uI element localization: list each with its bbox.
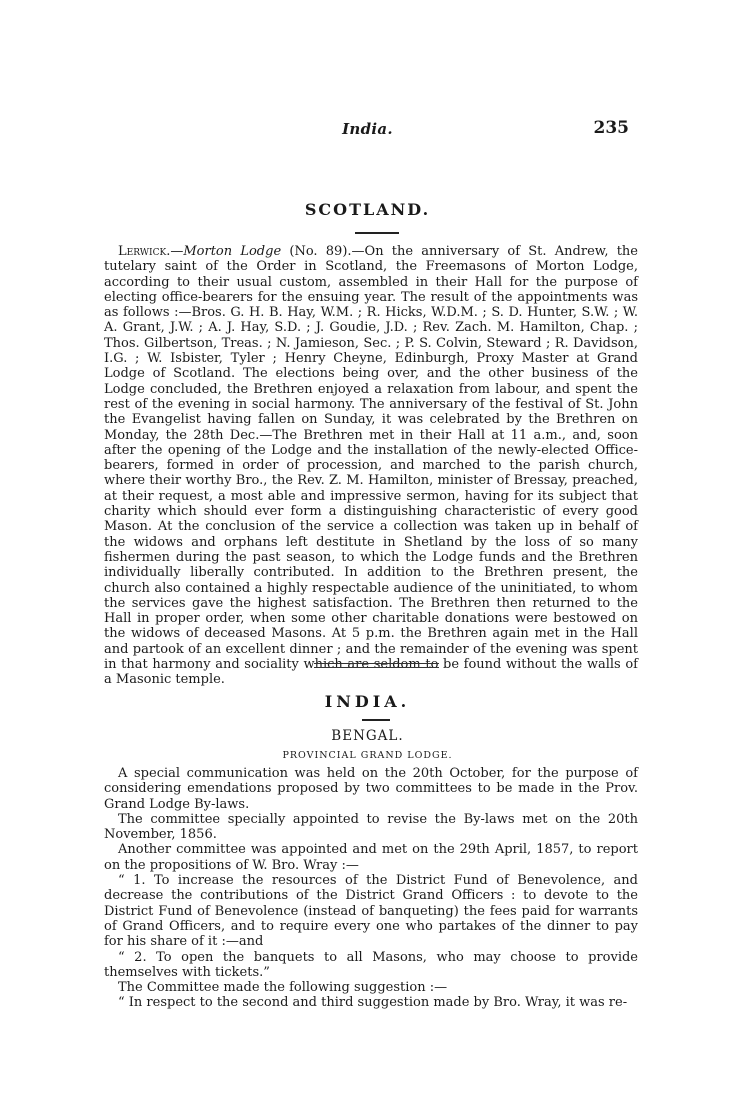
india-paragraph: The Committee made the following suggestion :— [118,980,448,996]
india-quote-paragraph: “ 2. To open the banquets to all Masons, who may choose to provide themselves with tickets.” [104,949,638,980]
section-heading-scotland: SCOTLAND. [304,200,431,219]
india-paragraph: The committee specially appointed to revise the By-laws met on the 20th November, 1856. [104,811,638,843]
india-paragraph: A special communication was held on the 20th October, for the purpose of considering emendations proposed by two committees to be made in the Prov. Grand Lodge By-laws. [104,766,638,812]
scotland-body: (No. 89).—On the anniversary of St. Andrew, the tutelary saint of the Order in Scotland, the Freemasons of Morton Lodge, according to their usual custom, assembled in their Hall for the purpose of electing office-bearers for the ensuing year. The result of the appointments was as follows :—Bros. G. H. B. Hay, W.M. ; R. Hicks, W.D.M. ; S. D. Hunter, S.W. ; W. A. Grant, J.W. ; A. J. Hay, S.D. ; J. Goudie, J.D. ; Rev. Zach. M. Hamilton, Chap. ; Thos. Gilbertson, Treas. ; N. Jamieson, Sec. ; P. S. Colvin, Steward ; R. Davidson, I.G. ; W. Isbister, Tyler ; Henry Cheyne, Edinburgh, Proxy Master at Grand Lodge of Scotland. The elections being over, and the other business of the Lodge concluded, the Brethren enjoyed a relaxation from labour, and spent the rest of the evening in social harmony. The anniversary of the festival of St. John the Evangelist having fallen on Sunday, it was celebrated by the Brethren on Monday, the 28th Dec.—The Brethren met in their Hall at 11 a.m., and, soon after the opening of the Lodge and the installation of the newly-elected Office-bearers, formed in order of procession, and marched to the parish church, where their worthy Bro., the Rev. Z. M. Hamilton, minister of Bressay, preached, at their request, a most able and impressive sermon, having for its subject that charity which should ever form a distinguishing characteristic of every good Mason. At the conclusion of the service a collection was taken up in behalf of the widows and orphans left destitute in Shetland by the loss of so many fishermen during the past season, to which the Lodge funds and the Brethren individually liberally contributed. In addition to the Brethren present, the church also contained a highly respectable audience of the uninitiated, to whom the services gave the highest satisfaction. The Brethren then returned to the Hall in proper order, when some other charitable donations were bestowed on the widows of deceased Masons. At 5 p.m. the Brethren again met in the Hall and partook of an excellent dinner ; and the remainder of the evening was spent in that harmony and sociality which are seldom to be found without the walls of a Masonic temple. [104,244,638,688]
running-title: India. [342,120,393,138]
subheading-bengal: BENGAL. [331,728,404,744]
page-number: 235 [593,118,629,138]
heading-rule [362,719,390,721]
india-quote-paragraph: “ In respect to the second and third suggestion made by Bro. Wray, it was re- [118,995,628,1011]
india-article [104,766,638,1011]
section-divider-bottom [314,667,439,668]
lodge-name: —Morton Lodge [170,244,282,259]
section-divider-top [314,663,439,664]
india-paragraph: Another committee was appointed and met on the 29th April, 1857, to report on the propositions of W. Bro. Wray :— [104,842,638,873]
heading-rule [355,232,399,234]
scotland-paragraph [104,244,638,688]
scotland-article [104,244,638,688]
section-heading-india: INDIA. [324,692,411,711]
india-quote-paragraph: “ 1. To increase the resources of the District Fund of Benevolence, and decrease the contributions of the District Grand Officers : to devote to the District Fund of Benevolence (instead of banqueting) the fees paid for warrants of Grand Officers, and to require every one who partakes of the dinner to pay for his share of it :—and [104,873,638,950]
place-lead: Lerwick. [118,244,171,259]
subheading-provincial-grand-lodge: PROVINCIAL GRAND LODGE. [282,750,453,761]
